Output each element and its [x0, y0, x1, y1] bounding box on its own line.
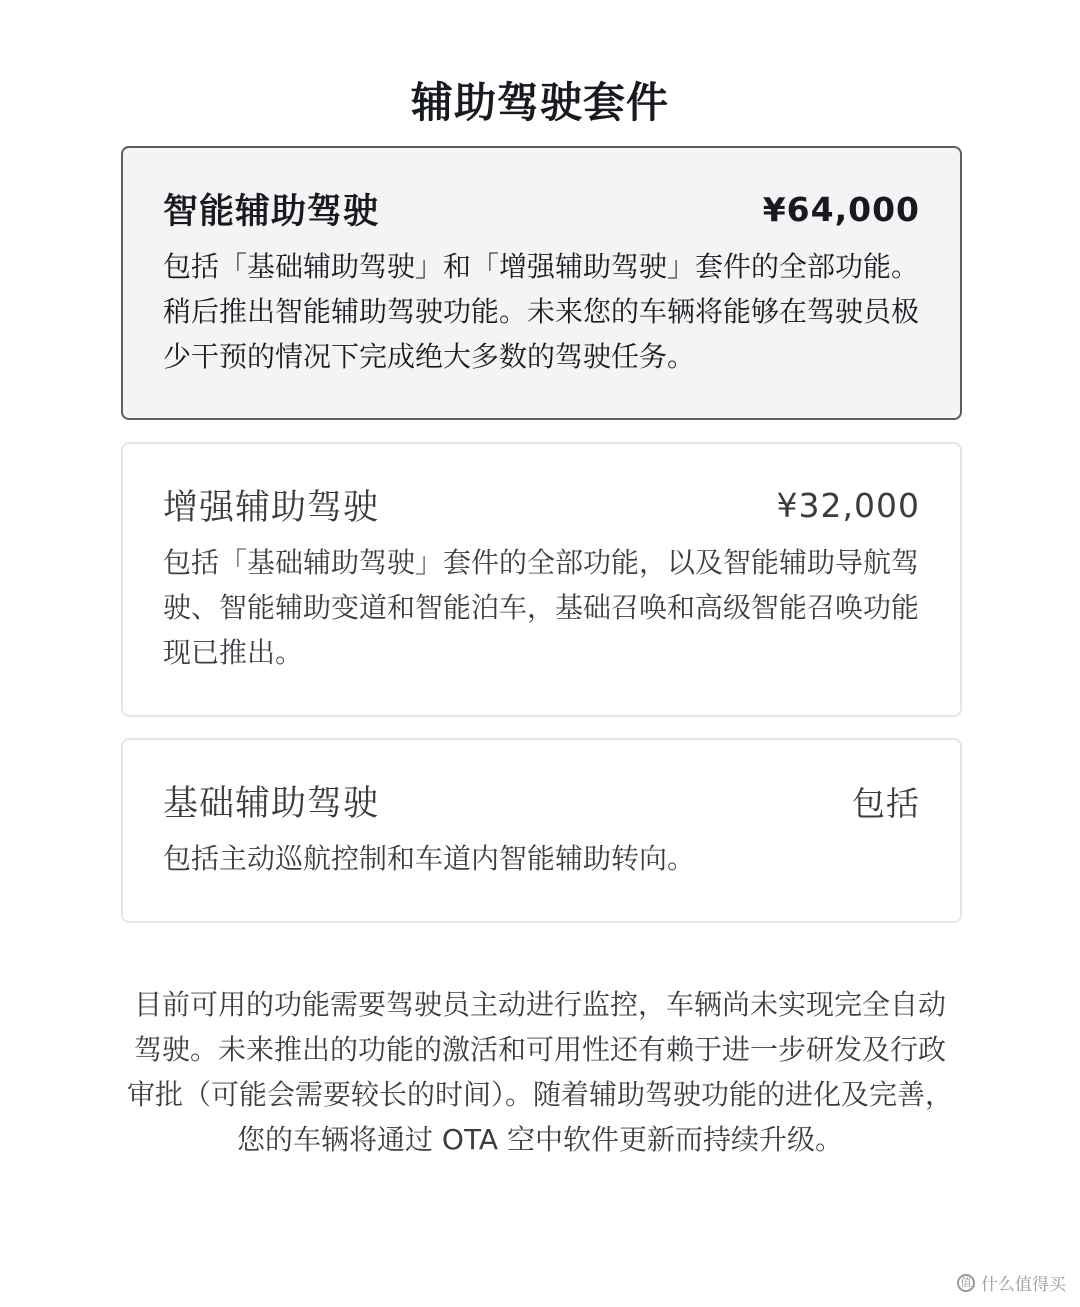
option-description: 包括「基础辅助驾驶」和「增强辅助驾驶」套件的全部功能。稍后推出智能辅助驾驶功能。未来您的车辆将能够在驾驶员极少干预的情况下完成绝大多数的驾驶任务。 — [163, 250, 920, 373]
option-card-autopilot[interactable] — [121, 738, 962, 923]
option-card-header — [163, 480, 920, 530]
option-description: 包括主动巡航控制和车道内智能辅助转向。 — [163, 842, 696, 875]
disclaimer-text: 目前可用的功能需要驾驶员主动进行监控，车辆尚未实现完全自动驾驶。未来推出的功能的激活和可用性还有赖于进一步研发及行政审批（可能会需要较长的时间）。随着辅助驾驶功能的进化及完善，您的车辆将通过 OTA 空中软件更新而持续升级。 — [126, 988, 953, 1156]
page-title: 辅助驾驶套件 — [410, 78, 669, 127]
option-card-header — [163, 776, 920, 826]
zhi-icon: 值 — [957, 1274, 975, 1292]
watermark-text: 什么值得买 — [981, 1275, 1066, 1295]
watermark — [957, 1270, 1066, 1295]
option-card-fsd[interactable] — [121, 146, 962, 420]
option-name: 智能辅助驾驶 — [163, 192, 380, 232]
option-description: 包括「基础辅助驾驶」套件的全部功能，以及智能辅助导航驾驶、智能辅助变道和智能泊车，基础召唤和高级智能召唤功能现已推出。 — [163, 546, 920, 669]
option-card-eap[interactable] — [121, 442, 962, 717]
option-price: ¥64,000 — [762, 189, 920, 229]
option-price: ¥32,000 — [776, 485, 920, 525]
option-price: 包括 — [852, 783, 920, 823]
option-name: 基础辅助驾驶 — [163, 784, 380, 824]
option-card-header — [163, 184, 920, 234]
option-name: 增强辅助驾驶 — [163, 488, 380, 528]
